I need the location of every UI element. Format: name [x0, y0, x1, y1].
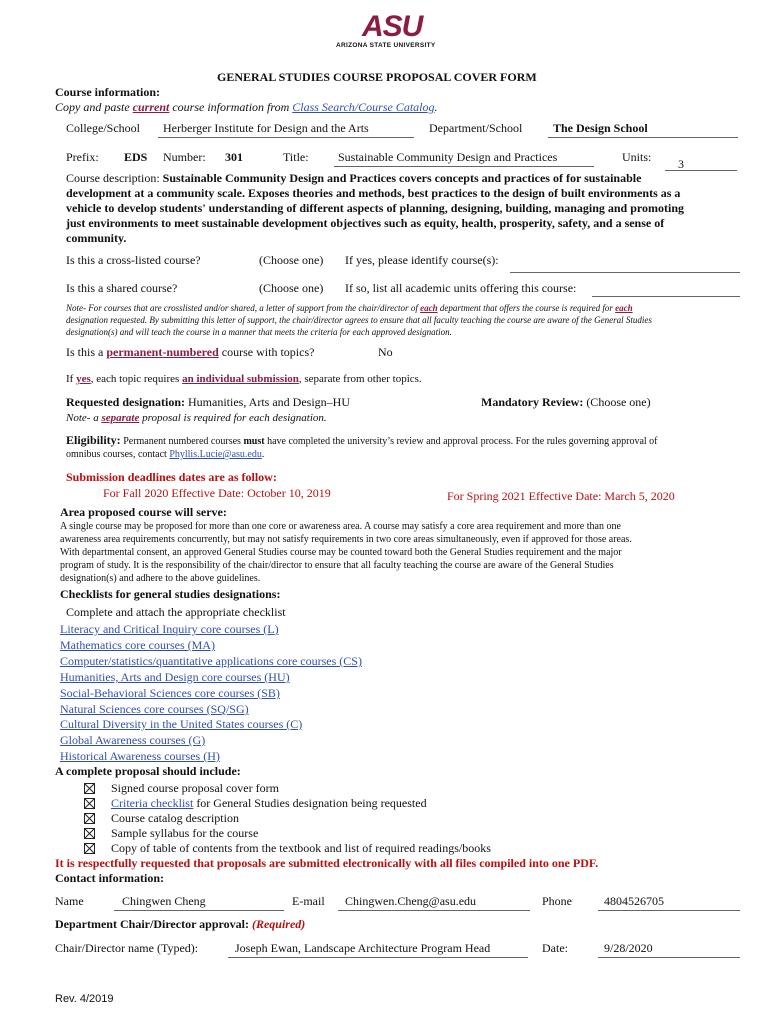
topics-note-post: , separate from other topics. [298, 373, 422, 385]
topics-note-pre: If [66, 373, 77, 385]
approval-date-underline [598, 957, 740, 958]
units-label: Units: [622, 150, 652, 164]
course-info-heading: Course information: [55, 85, 160, 99]
area-text-5: designation(s) and adhere to the above guidelines. [60, 573, 261, 584]
cross-listed-followup-label: If yes, please identify course(s): [345, 253, 499, 267]
designation-note-pre: Note- a [66, 412, 102, 424]
eligibility-line-2 [66, 449, 264, 460]
checklist-link-global-awareness[interactable]: Global Awareness courses (G) [60, 733, 206, 747]
note-text: Note- For courses that are crosslisted and/or shared, a letter of support from the chair/director of [66, 303, 421, 313]
fall-deadline: For Fall 2020 Effective Date: October 10, 2019 [103, 486, 331, 500]
mandatory-review-label: Mandatory Review: [481, 395, 584, 409]
contact-phone-field[interactable]: 4804526705 [604, 894, 664, 908]
include-criteria-checklist [111, 796, 427, 811]
description-line-5: community. [66, 231, 127, 245]
college-label: College/School [66, 121, 140, 135]
contact-heading: Contact information: [55, 871, 164, 885]
class-search-link[interactable]: Class Search/Course Catalog [292, 100, 435, 114]
page-title: GENERAL STUDIES COURSE PROPOSAL COVER FORM [217, 70, 537, 84]
units-field[interactable]: 3 [678, 157, 684, 171]
designation-label: Requested designation: [66, 395, 186, 409]
checklist-link-historical-awareness[interactable]: Historical Awareness courses (H) [60, 749, 220, 763]
instruction-text: Copy and paste [55, 100, 133, 114]
designation-note-post: proposal is required for each designation. [139, 412, 327, 424]
area-text-4: program of study. It is the responsibility of the chair/director to ensure that all faculty teaching the course are aware of the General Studies [60, 560, 614, 571]
instruction-text-mid: course information from [169, 100, 293, 114]
cross-listed-field-underline [510, 272, 740, 273]
title-field-underline [334, 166, 594, 167]
checklist-link-humanities[interactable]: Humanities, Arts and Design core courses (HU) [60, 670, 290, 684]
contact-email-label: E-mail [292, 894, 325, 908]
approval-date-field[interactable]: 9/28/2020 [604, 941, 653, 955]
units-field-underline [665, 170, 737, 171]
college-field-underline [158, 137, 414, 138]
description-line-1 [66, 171, 641, 186]
area-text-3: With departmental consent, an approved General Studies course may be counted toward both the General Studies requirement and the major [60, 547, 622, 558]
crosslist-note-line-3: designation(s) and will teach the course in a manner that meets the criteria for each approved designation. [66, 327, 452, 337]
contact-name-label: Name [55, 894, 84, 908]
prefix-label: Prefix: [66, 150, 99, 164]
revision-footer: Rev. 4/2019 [55, 993, 114, 1005]
description-label: Course description: [66, 171, 160, 185]
checklist-link-computer-statistics[interactable]: Computer/statistics/quantitative applications core courses (CS) [60, 654, 362, 668]
checkbox-catalog-description[interactable] [84, 813, 95, 824]
individual-submission-link[interactable]: an individual submission [182, 373, 299, 385]
checklist-link-social-behavioral[interactable]: Social-Behavioral Sciences core courses (SB) [60, 686, 280, 700]
permanent-answer-select[interactable]: No [378, 345, 393, 359]
contact-name-field[interactable]: Chingwen Cheng [122, 894, 206, 908]
crosslist-note-line-2: designation requested. By submitting this letter of support, the chair/director agrees to ensure that all faculty teaching the course are aware of the General Studies [66, 315, 652, 325]
area-text-2: awareness area requirements concurrently, but may not satisfy requirements in two core areas simultaneously, even if approved for those areas. [60, 534, 632, 545]
contact-email-field[interactable]: Chingwen.Cheng@asu.edu [345, 894, 477, 908]
chair-name-underline [228, 957, 528, 958]
contact-phone-label: Phone [542, 894, 572, 908]
description-text-1: Sustainable Community Design and Practices covers concepts and practices of for sustainable [162, 171, 642, 185]
department-label: Department/School [429, 121, 523, 135]
eligibility-line2-post: . [261, 449, 265, 460]
department-field-underline [548, 137, 738, 138]
checklist-link-mathematics[interactable]: Mathematics core courses (MA) [60, 638, 215, 652]
eligibility-line-1 [66, 433, 658, 448]
number-label: Number: [163, 150, 206, 164]
cross-listed-select[interactable]: (Choose one) [259, 253, 324, 267]
checkbox-table-of-contents[interactable] [84, 843, 95, 854]
requested-designation [66, 395, 350, 410]
cross-listed-question: Is this a cross-listed course? [66, 253, 201, 267]
designation-select[interactable]: Humanities, Arts and Design–HU [188, 395, 350, 409]
criteria-checklist-text: for General Studies designation being requested [193, 796, 427, 810]
department-field[interactable]: The Design School [553, 121, 648, 135]
number-field[interactable]: 301 [225, 150, 243, 164]
mandatory-review-select[interactable]: (Choose one) [586, 395, 651, 409]
contact-email-underline [338, 910, 530, 911]
description-line-4: just environments to meet sustainable development objectives such as equity, health, prosperity, safety, and a sense of [66, 216, 665, 230]
shared-question: Is this a shared course? [66, 281, 178, 295]
note-text-b: department that offers the course is required for [437, 303, 616, 313]
checklist-link-literacy[interactable]: Literacy and Critical Inquiry core courses (L) [60, 622, 279, 636]
shared-field-underline [592, 296, 740, 297]
contact-name-underline [114, 910, 284, 911]
area-heading: Area proposed course will serve: [60, 505, 227, 519]
checkbox-cover-form[interactable] [84, 783, 95, 794]
permanent-q-post: course with topics? [218, 345, 315, 359]
instruction-end: . [434, 100, 438, 114]
include-cover-form: Signed course proposal cover form [111, 781, 279, 795]
approval-heading-label: Department Chair/Director approval: [55, 917, 249, 931]
topics-note [66, 373, 422, 385]
topics-note-yes: yes [76, 373, 91, 385]
include-catalog-description: Course catalog description [111, 811, 239, 825]
separate-link[interactable]: separate [101, 412, 140, 424]
title-field[interactable]: Sustainable Community Design and Practices [338, 150, 558, 164]
description-line-2: development at a community scale. Exposes theories and methods, best practices to the design of built environments as a [66, 186, 681, 200]
chair-name-label: Chair/Director name (Typed): [55, 941, 199, 955]
designation-note [66, 412, 327, 424]
checklist-link-cultural-diversity[interactable]: Cultural Diversity in the United States courses (C) [60, 717, 303, 731]
checklists-subheading: Complete and attach the appropriate checklist [66, 605, 286, 619]
contact-phone-underline [598, 910, 740, 911]
college-field[interactable]: Herberger Institute for Design and the Arts [163, 121, 369, 135]
include-sample-syllabus: Sample syllabus for the course [111, 826, 259, 840]
eligibility-line2-pre: omnibus courses, contact [66, 449, 170, 460]
crosslist-note-line-1 [66, 303, 633, 313]
electronic-submission-request: It is respectfully requested that proposals are submitted electronically with all files compiled into one PDF. [55, 856, 599, 870]
current-emphasis: current [132, 100, 170, 114]
chair-name-field[interactable]: Joseph Ewan, Landscape Architecture Program Head [235, 941, 491, 955]
approval-date-label: Date: [542, 941, 568, 955]
phyllis-email-link[interactable]: Phyllis.Lucie@asu.edu [169, 449, 262, 460]
complete-proposal-heading: A complete proposal should include: [55, 764, 241, 778]
checklists-heading: Checklists for general studies designations: [60, 587, 281, 601]
include-table-of-contents: Copy of table of contents from the textbook and list of required readings/books [111, 841, 491, 855]
description-line-3: vehicle to develop students' understanding of different aspects of planning, designing, building, managing and promoting [66, 201, 684, 215]
mandatory-review [481, 395, 651, 410]
eligibility-text-pre: Permanent numbered courses [123, 436, 244, 447]
checkbox-sample-syllabus[interactable] [84, 828, 95, 839]
permanent-numbered-link[interactable]: permanent-numbered [106, 345, 219, 359]
eligibility-label: Eligibility: [66, 433, 121, 447]
title-label: Title: [283, 150, 309, 164]
permanent-question [66, 345, 314, 360]
note-each-emphasis-2: each [615, 303, 633, 313]
approval-heading [55, 917, 305, 932]
prefix-field[interactable]: EDS [124, 150, 148, 164]
asu-logo-subtitle: ARIZONA STATE UNIVERSITY [336, 42, 436, 49]
checkbox-criteria-checklist[interactable] [84, 798, 95, 809]
criteria-checklist-link[interactable]: Criteria checklist [111, 796, 194, 810]
deadlines-heading: Submission deadlines dates are as follow: [66, 470, 277, 484]
area-text-1: A single course may be proposed for more than one core or awareness area. A course may satisfy a core area requirement and more than one [60, 521, 621, 532]
spring-deadline: For Spring 2021 Effective Date: March 5, 2020 [447, 489, 675, 503]
approval-required: (Required) [251, 917, 306, 931]
eligibility-must: must [243, 436, 265, 447]
checklist-link-natural-sciences[interactable]: Natural Sciences core courses (SQ/SG) [60, 702, 249, 716]
topics-note-mid: , each topic requires [90, 373, 183, 385]
eligibility-text-post: have completed the university’s review and approval process. For the rules governing approval of [264, 436, 658, 447]
note-each-emphasis: each [420, 303, 438, 313]
course-info-instruction [55, 100, 437, 115]
shared-select[interactable]: (Choose one) [259, 281, 324, 295]
asu-logo-mark: ASU [362, 10, 423, 43]
permanent-q-pre: Is this a [66, 345, 107, 359]
shared-followup-label: If so, list all academic units offering this course: [345, 281, 577, 295]
